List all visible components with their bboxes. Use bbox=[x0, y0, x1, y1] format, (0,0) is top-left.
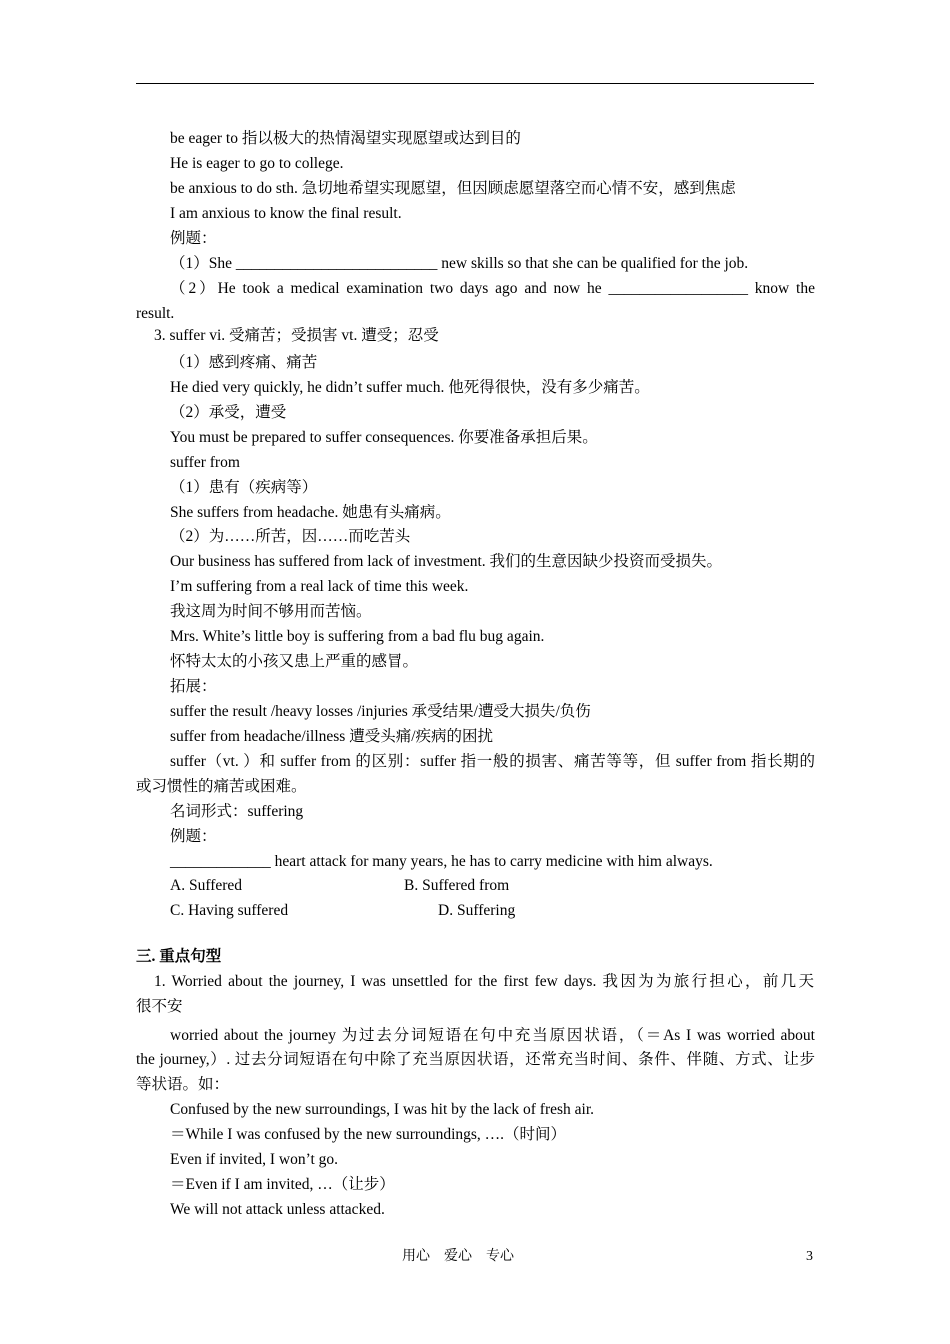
text-line: 名词形式：suffering bbox=[170, 803, 304, 820]
option-a: A. Suffered bbox=[170, 877, 243, 894]
text-line: Mrs. White’s little boy is suffering from a bad flu bug again. bbox=[170, 628, 545, 645]
text-line: 我这周为时间不够用而苦恼。 bbox=[170, 603, 372, 620]
text-line: be anxious to do sth. 急切地希望实现愿望，但因顾虑愿望落空而心情不安，感到焦虑 bbox=[170, 180, 736, 197]
text-line: She suffers from headache. 她患有头痛病。 bbox=[170, 504, 451, 521]
text-line: 怀特太太的小孩又患上严重的感冒。 bbox=[170, 653, 419, 670]
text-line: You must be prepared to suffer consequences. 你要准备承担后果。 bbox=[170, 429, 598, 446]
text-line: be eager to 指以极大的热情渴望实现愿望或达到目的 bbox=[170, 130, 521, 147]
text-line: （2）承受，遭受 bbox=[170, 404, 287, 421]
text-line: ＝Even if I am invited, …（让步） bbox=[170, 1176, 395, 1193]
text-line: Confused by the new surroundings, I was hit by the lack of fresh air. bbox=[170, 1101, 595, 1118]
text-line: 等状语。如： bbox=[136, 1076, 230, 1093]
page-number: 3 bbox=[806, 1249, 813, 1264]
text-line: （1）患有（疾病等） bbox=[170, 479, 318, 496]
text-line: 1. Worried about the journey, I was unsettled for the first few days. 我因为为旅行担心，前几天 bbox=[154, 973, 814, 990]
text-line: Our business has suffered from lack of investment. 我们的生意因缺少投资而受损失。 bbox=[170, 553, 723, 570]
text-line: worried about the journey 为过去分词短语在句中充当原因状语，（＝As I was worried about bbox=[170, 1027, 815, 1044]
text-line: 例题： bbox=[170, 230, 217, 247]
section-heading: 三. 重点句型 bbox=[136, 948, 222, 965]
page-footer: 用心 爱心 专心 bbox=[402, 1249, 514, 1264]
text-line: _____________ heart attack for many years, he has to carry medicine with him always. bbox=[170, 853, 713, 870]
text-line: （1）She __________________________ new skills so that she can be qualified for the job. bbox=[170, 255, 749, 272]
text-line: suffer from headache/illness 遭受头痛/疾病的困扰 bbox=[170, 728, 493, 745]
text-line: suffer from bbox=[170, 454, 240, 471]
text-line: （2）为……所苦，因……而吃苦头 bbox=[170, 528, 411, 545]
header-rule bbox=[136, 83, 814, 84]
text-line: the journey,）. 过去分词短语在句中除了充当原因状语，还常充当时间、条件、伴随、方式、让步 bbox=[136, 1051, 815, 1068]
text-line: He is eager to go to college. bbox=[170, 155, 344, 172]
text-line: 3. suffer vi. 受痛苦；受损害 vt. 遭受；忍受 bbox=[154, 327, 439, 344]
text-line: Even if invited, I won’t go. bbox=[170, 1151, 339, 1168]
text-line: I’m suffering from a real lack of time this week. bbox=[170, 578, 469, 595]
text-line: 或习惯性的痛苦或困难。 bbox=[136, 778, 307, 795]
text-line: 很不安 bbox=[136, 998, 183, 1015]
text-line: suffer（vt. ）和 suffer from 的区别：suffer 指一般的损害、痛苦等等，但 suffer from 指长期的 bbox=[170, 753, 815, 770]
text-line: suffer the result /heavy losses /injuries 承受结果/遭受大损失/负伤 bbox=[170, 703, 591, 720]
text-line: I am anxious to know the final result. bbox=[170, 205, 402, 222]
text-line: （2）He took a medical examination two days ago and now he __________________ know the bbox=[170, 280, 815, 297]
text-line: He died very quickly, he didn’t suffer much. 他死得很快，没有多少痛苦。 bbox=[170, 379, 650, 396]
text-line: （1）感到疼痛、痛苦 bbox=[170, 354, 318, 371]
text-line: 例题： bbox=[170, 828, 217, 845]
option-d: D. Suffering bbox=[438, 902, 516, 919]
text-line: 拓展： bbox=[170, 678, 217, 695]
text-line: We will not attack unless attacked. bbox=[170, 1201, 385, 1218]
text-line: result. bbox=[136, 305, 175, 322]
option-b: B. Suffered from bbox=[404, 877, 510, 894]
option-c: C. Having suffered bbox=[170, 902, 289, 919]
text-line: ＝While I was confused by the new surroundings, ….（时间） bbox=[170, 1126, 567, 1143]
